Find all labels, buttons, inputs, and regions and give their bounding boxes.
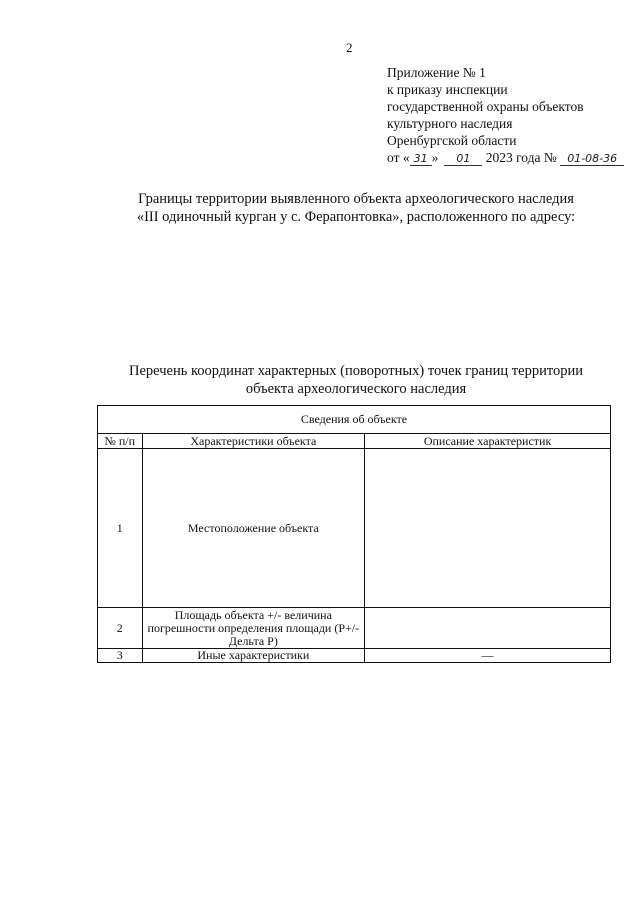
- row-num: 3: [98, 649, 143, 663]
- table-row: [98, 449, 611, 608]
- date-prefix: от «: [387, 150, 410, 165]
- object-info-table: [97, 405, 611, 663]
- row-characteristic: Иные характеристики: [142, 649, 365, 663]
- page-number: 2: [346, 40, 353, 55]
- date-day: 31: [410, 152, 432, 166]
- document-title: [96, 190, 616, 226]
- appendix-line: культурного наследия: [387, 116, 513, 131]
- table-row: [98, 608, 611, 649]
- row-characteristic: Местоположение объекта: [142, 449, 365, 608]
- header-description: Описание характеристик: [365, 434, 611, 449]
- title-line-1: Границы территории выявленного объекта археологического наследия: [138, 191, 574, 207]
- appendix-line: Оренбургской области: [387, 133, 517, 148]
- row-description: [365, 449, 611, 608]
- appendix-date-line: [387, 149, 624, 166]
- table-caption: Сведения об объекте: [98, 406, 611, 434]
- title-line-2: «III одиночный курган у с. Ферапонтовка», расположенного по адресу:: [136, 209, 576, 225]
- appendix-line: к приказу инспекции: [387, 82, 508, 97]
- list-title-line-2: объекта археологического наследия: [245, 381, 467, 397]
- row-characteristic: Площадь объекта +/- величина погрешности определения площади (Р+/- Дельта Р): [142, 608, 365, 649]
- date-mid: »: [431, 150, 439, 165]
- appendix-line: государственной охраны объектов: [387, 99, 584, 114]
- header-characteristic: Характеристики объекта: [142, 434, 365, 449]
- row-description: —: [365, 649, 611, 663]
- appendix-header: [387, 64, 624, 166]
- appendix-line: Приложение № 1: [387, 65, 486, 80]
- row-description: [365, 608, 611, 649]
- header-num: № п/п: [98, 434, 143, 449]
- coordinates-list-title: [96, 362, 616, 398]
- date-month: 01: [444, 152, 482, 166]
- row-num: 2: [98, 608, 143, 649]
- order-number: 01-08-36: [560, 152, 624, 166]
- table-row: [98, 649, 611, 663]
- row-num: 1: [98, 449, 143, 608]
- list-title-line-1: Перечень координат характерных (поворотных) точек границ территории: [128, 363, 584, 379]
- date-year: 2023 года №: [485, 150, 557, 165]
